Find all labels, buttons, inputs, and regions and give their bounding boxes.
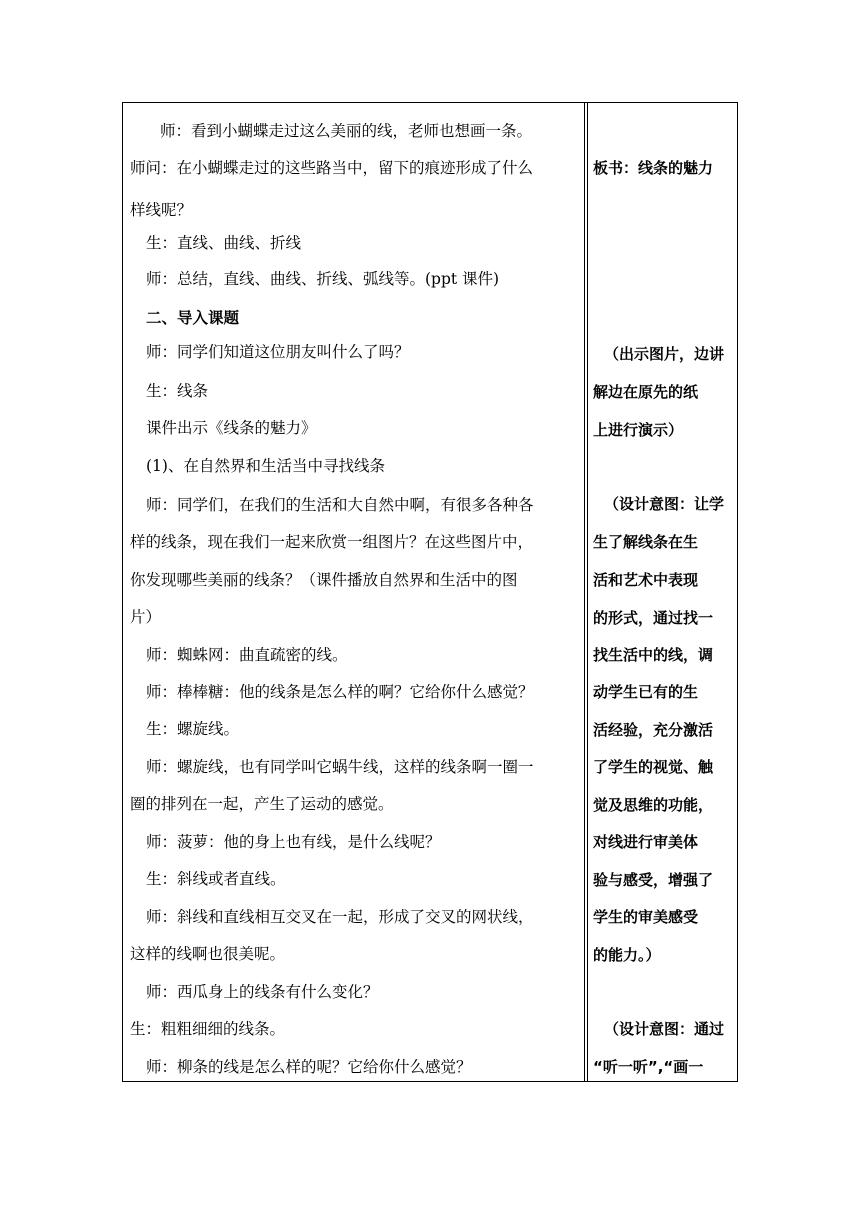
lesson-line: 师：棒棒糖：他的线条是怎么样的啊？它给你什么感觉？ bbox=[146, 683, 534, 701]
lesson-line: 师：西瓜身上的线条有什么变化？ bbox=[146, 983, 379, 1001]
note-line: 动学生已有的生 bbox=[593, 683, 699, 701]
lesson-line: 生：直线、曲线、折线 bbox=[146, 234, 302, 252]
note-line: 的能力。） bbox=[593, 946, 661, 964]
lesson-line: 你发现哪些美丽的线条？（课件播放自然界和生活中的图 bbox=[130, 571, 518, 589]
note-line: 找生活中的线，调 bbox=[593, 646, 714, 664]
lesson-line: 课件出示《线条的魅力》 bbox=[146, 419, 317, 437]
lesson-line: 师：同学们知道这位朋友叫什么了吗？ bbox=[146, 343, 410, 361]
lesson-line: 生：斜线或者直线。 bbox=[146, 870, 286, 888]
lesson-line: 师：菠萝：他的身上也有线，是什么线呢？ bbox=[146, 833, 441, 851]
lesson-line: 样的线条，现在我们一起来欣赏一组图片？在这些图片中， bbox=[130, 533, 534, 551]
lesson-line: 师：蜘蛛网：曲直疏密的线。 bbox=[146, 646, 348, 664]
note-line: 的形式，通过找一 bbox=[593, 609, 714, 627]
note-line: 解边在原先的纸 bbox=[593, 383, 699, 401]
note-line: 了学生的视觉、触 bbox=[593, 758, 714, 776]
note-line: 学生的审美感受 bbox=[593, 908, 699, 926]
lesson-line: 样线呢？ bbox=[130, 201, 193, 219]
lesson-line: 片） bbox=[130, 608, 162, 626]
lesson-line: 二、导入课题 bbox=[146, 309, 240, 327]
lesson-line: 师：螺旋线，也有同学叫它蜗牛线，这样的线条啊一圈一 bbox=[146, 758, 534, 776]
lesson-line: 生：粗粗细细的线条。 bbox=[130, 1020, 286, 1038]
note-line: （设计意图：让学 bbox=[604, 495, 725, 513]
lesson-line: 师问：在小蝴蝶走过的这些路当中，留下的痕迹形成了什么 bbox=[130, 159, 534, 177]
lesson-line: 师：同学们，在我们的生活和大自然中啊，有很多各种各 bbox=[146, 496, 534, 514]
note-line: 生了解线条在生 bbox=[593, 533, 699, 551]
lesson-line: 生：线条 bbox=[146, 382, 209, 400]
note-line: 板书：线条的魅力 bbox=[593, 159, 714, 177]
lesson-line: 师：看到小蝴蝶走过这么美丽的线，老师也想画一条。 bbox=[160, 122, 533, 140]
note-line: “听一听”,“画一 bbox=[593, 1058, 704, 1076]
note-line: （出示图片，边讲 bbox=[604, 345, 725, 363]
lesson-line: 生：螺旋线。 bbox=[146, 720, 240, 738]
note-line: 对线进行审美体 bbox=[593, 833, 699, 851]
lesson-line: 师：斜线和直线相互交叉在一起，形成了交叉的网状线， bbox=[146, 908, 534, 926]
note-line: （设计意图：通过 bbox=[604, 1020, 725, 1038]
lesson-line: 圈的排列在一起，产生了运动的感觉。 bbox=[130, 795, 394, 813]
note-line: 上进行演示） bbox=[593, 421, 684, 439]
lesson-line: 师：总结，直线、曲线、折线、弧线等。(ppt 课件) bbox=[146, 270, 500, 288]
note-line: 验与感受，增强了 bbox=[593, 871, 714, 889]
note-line: 觉及思维的功能， bbox=[593, 796, 714, 814]
lesson-line: 这样的线啊也很美呢。 bbox=[130, 945, 286, 963]
note-line: 活经验，充分激活 bbox=[593, 721, 714, 739]
lesson-line: 师：柳条的线是怎么样的呢？它给你什么感觉？ bbox=[146, 1058, 472, 1076]
lesson-line: (1)、在自然界和生活当中寻找线条 bbox=[146, 457, 385, 475]
note-line: 活和艺术中表现 bbox=[593, 571, 699, 589]
